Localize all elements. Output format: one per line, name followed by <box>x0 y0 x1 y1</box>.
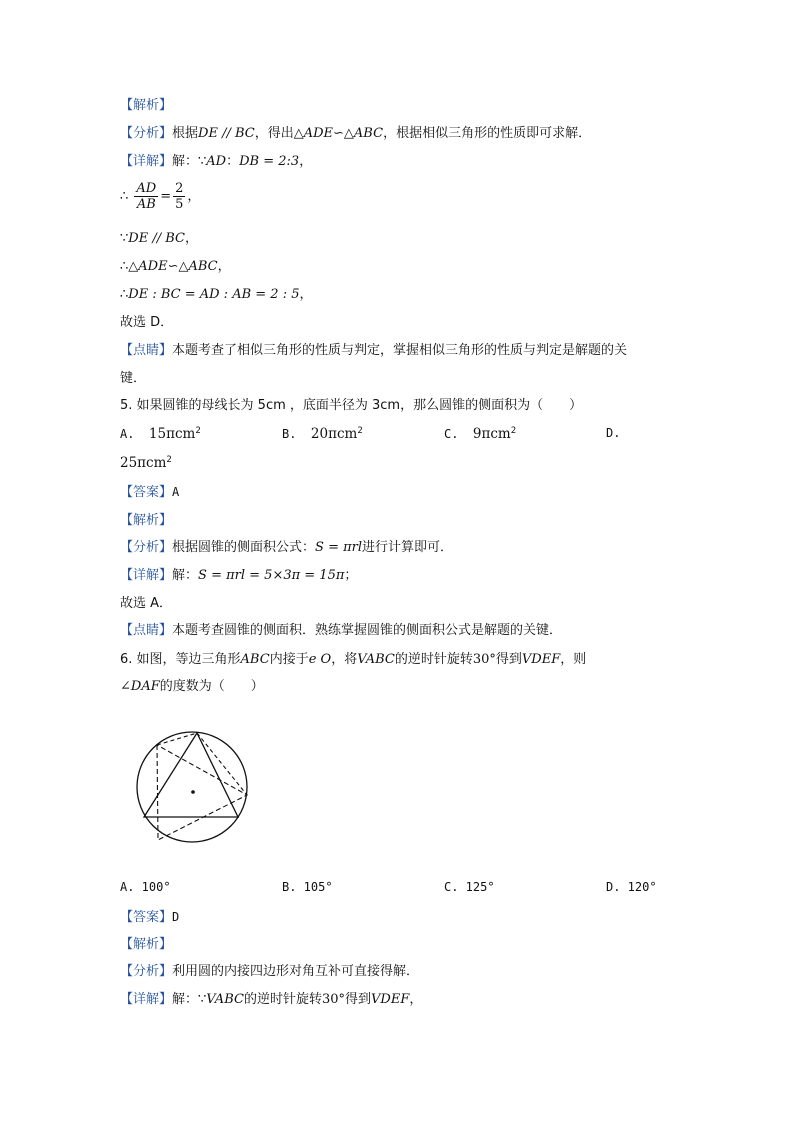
option-value: 25πcm <box>120 455 167 471</box>
section-tag: 【点睛】 <box>120 343 173 358</box>
q5-option-b <box>282 426 363 442</box>
text: ，得出 <box>254 126 294 141</box>
section-tag: 【详解】 <box>120 154 173 169</box>
line-because <box>120 230 198 248</box>
text: ， <box>187 189 201 204</box>
q6-option-d: D. 120° <box>606 880 657 894</box>
text: 得到 <box>345 992 372 1007</box>
question-6-cont <box>120 678 264 696</box>
line-jiexi-5 <box>120 511 172 530</box>
q5-option-c <box>444 426 516 442</box>
text: 解：∵ <box>172 992 207 1007</box>
math: ∠DAF <box>120 679 160 694</box>
math: VABC <box>206 992 244 1007</box>
text: ； <box>344 568 358 583</box>
text: ，根据相似三角形的性质即可求解． <box>383 126 592 141</box>
text: 解：∵ <box>172 154 207 169</box>
center-point <box>191 790 195 794</box>
superscript: 2 <box>195 426 201 436</box>
option-label: C. <box>444 427 459 441</box>
text: 内接于 <box>269 652 309 667</box>
line-similar <box>120 258 231 276</box>
section-tag: 【分析】 <box>120 540 173 555</box>
math: 30° <box>472 652 496 667</box>
line-jiexi-1 <box>120 96 172 115</box>
option-value: 20πcm <box>310 426 358 442</box>
section-tag: 【分析】 <box>120 126 173 141</box>
superscript: 2 <box>510 426 517 436</box>
q6-option-c: C. 125° <box>444 880 495 894</box>
section-tag: 【答案】 <box>120 485 173 500</box>
line-daan-6 <box>120 908 179 927</box>
text: 根据圆锥的侧面积公式： <box>172 540 316 555</box>
text: ，将 <box>331 652 358 667</box>
option-label: B. <box>282 427 297 441</box>
math: 30° <box>321 992 345 1007</box>
line-dianjing-5 <box>120 622 562 640</box>
line-fenxi-1 <box>120 125 591 143</box>
answer: D <box>172 910 180 924</box>
text: 本题考查圆锥的侧面积．熟练掌握圆锥的侧面积公式是解题的关键． <box>172 623 563 638</box>
text: 本题考查了相似三角形的性质与判定，掌握相似三角形的性质与判定是解题的关 <box>172 343 628 358</box>
text: 利用圆的内接四边形对角互补可直接得解． <box>172 964 420 979</box>
text: 键． <box>120 371 147 386</box>
math: △ADE∽△ABC <box>128 259 218 274</box>
text: 解： <box>172 568 199 583</box>
line-dianjing-1 <box>120 342 627 360</box>
superscript: 2 <box>357 426 363 436</box>
text: 根据 <box>172 126 199 141</box>
math: ABC <box>240 652 270 667</box>
answer: A <box>172 485 180 499</box>
line-fenxi-6 <box>120 963 419 981</box>
line-xiangjie-6 <box>120 991 422 1009</box>
math: AD <box>206 154 227 169</box>
math: DB = 2:3 <box>239 154 300 169</box>
geometry-figure <box>130 715 270 865</box>
line-dianjing-1-cont <box>120 370 146 388</box>
text: 6. 如图，等边三角形 <box>120 652 241 667</box>
section-tag: 【分析】 <box>120 964 173 979</box>
section-tag: 【解析】 <box>120 98 173 113</box>
denominator: AB <box>136 197 156 212</box>
math: DE : BC = AD : AB = 2 : 5 <box>128 287 300 302</box>
option-value: 15πcm <box>148 426 196 442</box>
q6-option-b: B. 105° <box>282 880 333 894</box>
fraction-ad-ab <box>134 181 158 212</box>
line-answer-choice-5 <box>120 595 172 613</box>
q6-option-a: A. 100° <box>120 880 171 894</box>
math: △ADE∽△ABC <box>293 126 384 141</box>
text: ∴ <box>120 287 129 302</box>
q5-option-d-label <box>606 426 620 440</box>
line-fenxi-5 <box>120 539 453 557</box>
line-xiangjie-1 <box>120 153 312 171</box>
superscript: 2 <box>166 455 172 465</box>
numerator: 2 <box>175 181 184 196</box>
text: ， <box>217 259 231 274</box>
text: ： <box>226 154 240 169</box>
math: DE // BC <box>198 126 255 141</box>
text: ， <box>409 992 423 1007</box>
option-label: A. <box>120 427 135 441</box>
math: VABC <box>357 652 395 667</box>
text: 故选 A． <box>120 596 173 611</box>
section-tag: 【点睛】 <box>120 623 173 638</box>
triangle-def <box>157 745 247 840</box>
q5-option-d-value <box>120 455 172 471</box>
text: ，则 <box>560 652 587 667</box>
denominator: 5 <box>175 197 184 212</box>
option-value: 9πcm <box>472 426 511 442</box>
section-tag: 【答案】 <box>120 910 173 925</box>
line-jiexi-6 <box>120 935 172 954</box>
question-5 <box>120 397 582 415</box>
line-daan-5 <box>120 483 179 502</box>
question-6 <box>120 651 586 669</box>
math: S = πrl = 5×3π = 15π <box>198 568 345 583</box>
therefore-symbol: ∴ <box>120 189 129 204</box>
circumcircle <box>137 732 247 842</box>
text: ∵ <box>120 231 129 246</box>
text: 的逆时针旋转 <box>394 652 473 667</box>
section-tag: 【解析】 <box>120 937 173 952</box>
math: S = πrl <box>315 540 363 555</box>
equals: = <box>160 189 172 204</box>
q5-option-a <box>120 426 201 442</box>
text: 的度数为（ ） <box>159 679 264 694</box>
text: ∴ <box>120 259 129 274</box>
math: VDEF <box>521 652 561 667</box>
text: 进行计算即可． <box>362 540 454 555</box>
line-xiangjie-5 <box>120 567 357 585</box>
fraction-2-5 <box>173 181 185 212</box>
text: ， <box>299 287 313 302</box>
line-fraction <box>120 181 200 212</box>
math: DE // BC <box>128 231 185 246</box>
option-label: D. <box>606 426 621 440</box>
section-tag: 【详解】 <box>120 992 173 1007</box>
text: ， <box>184 231 198 246</box>
question-text: 5. 如果圆锥的母线长为 5cm ，底面半径为 3cm，那么圆锥的侧面积为（ ） <box>120 398 583 413</box>
math: e O <box>308 652 332 667</box>
line-ratio <box>120 286 313 304</box>
numerator: AD <box>136 181 157 196</box>
text: 得到 <box>495 652 522 667</box>
math: VDEF <box>371 992 410 1007</box>
text: 的逆时针旋转 <box>243 992 322 1007</box>
text: 故选 D． <box>120 315 174 330</box>
section-tag: 【解析】 <box>120 513 173 528</box>
section-tag: 【详解】 <box>120 568 173 583</box>
line-answer-choice <box>120 314 173 332</box>
text: ， <box>299 154 313 169</box>
